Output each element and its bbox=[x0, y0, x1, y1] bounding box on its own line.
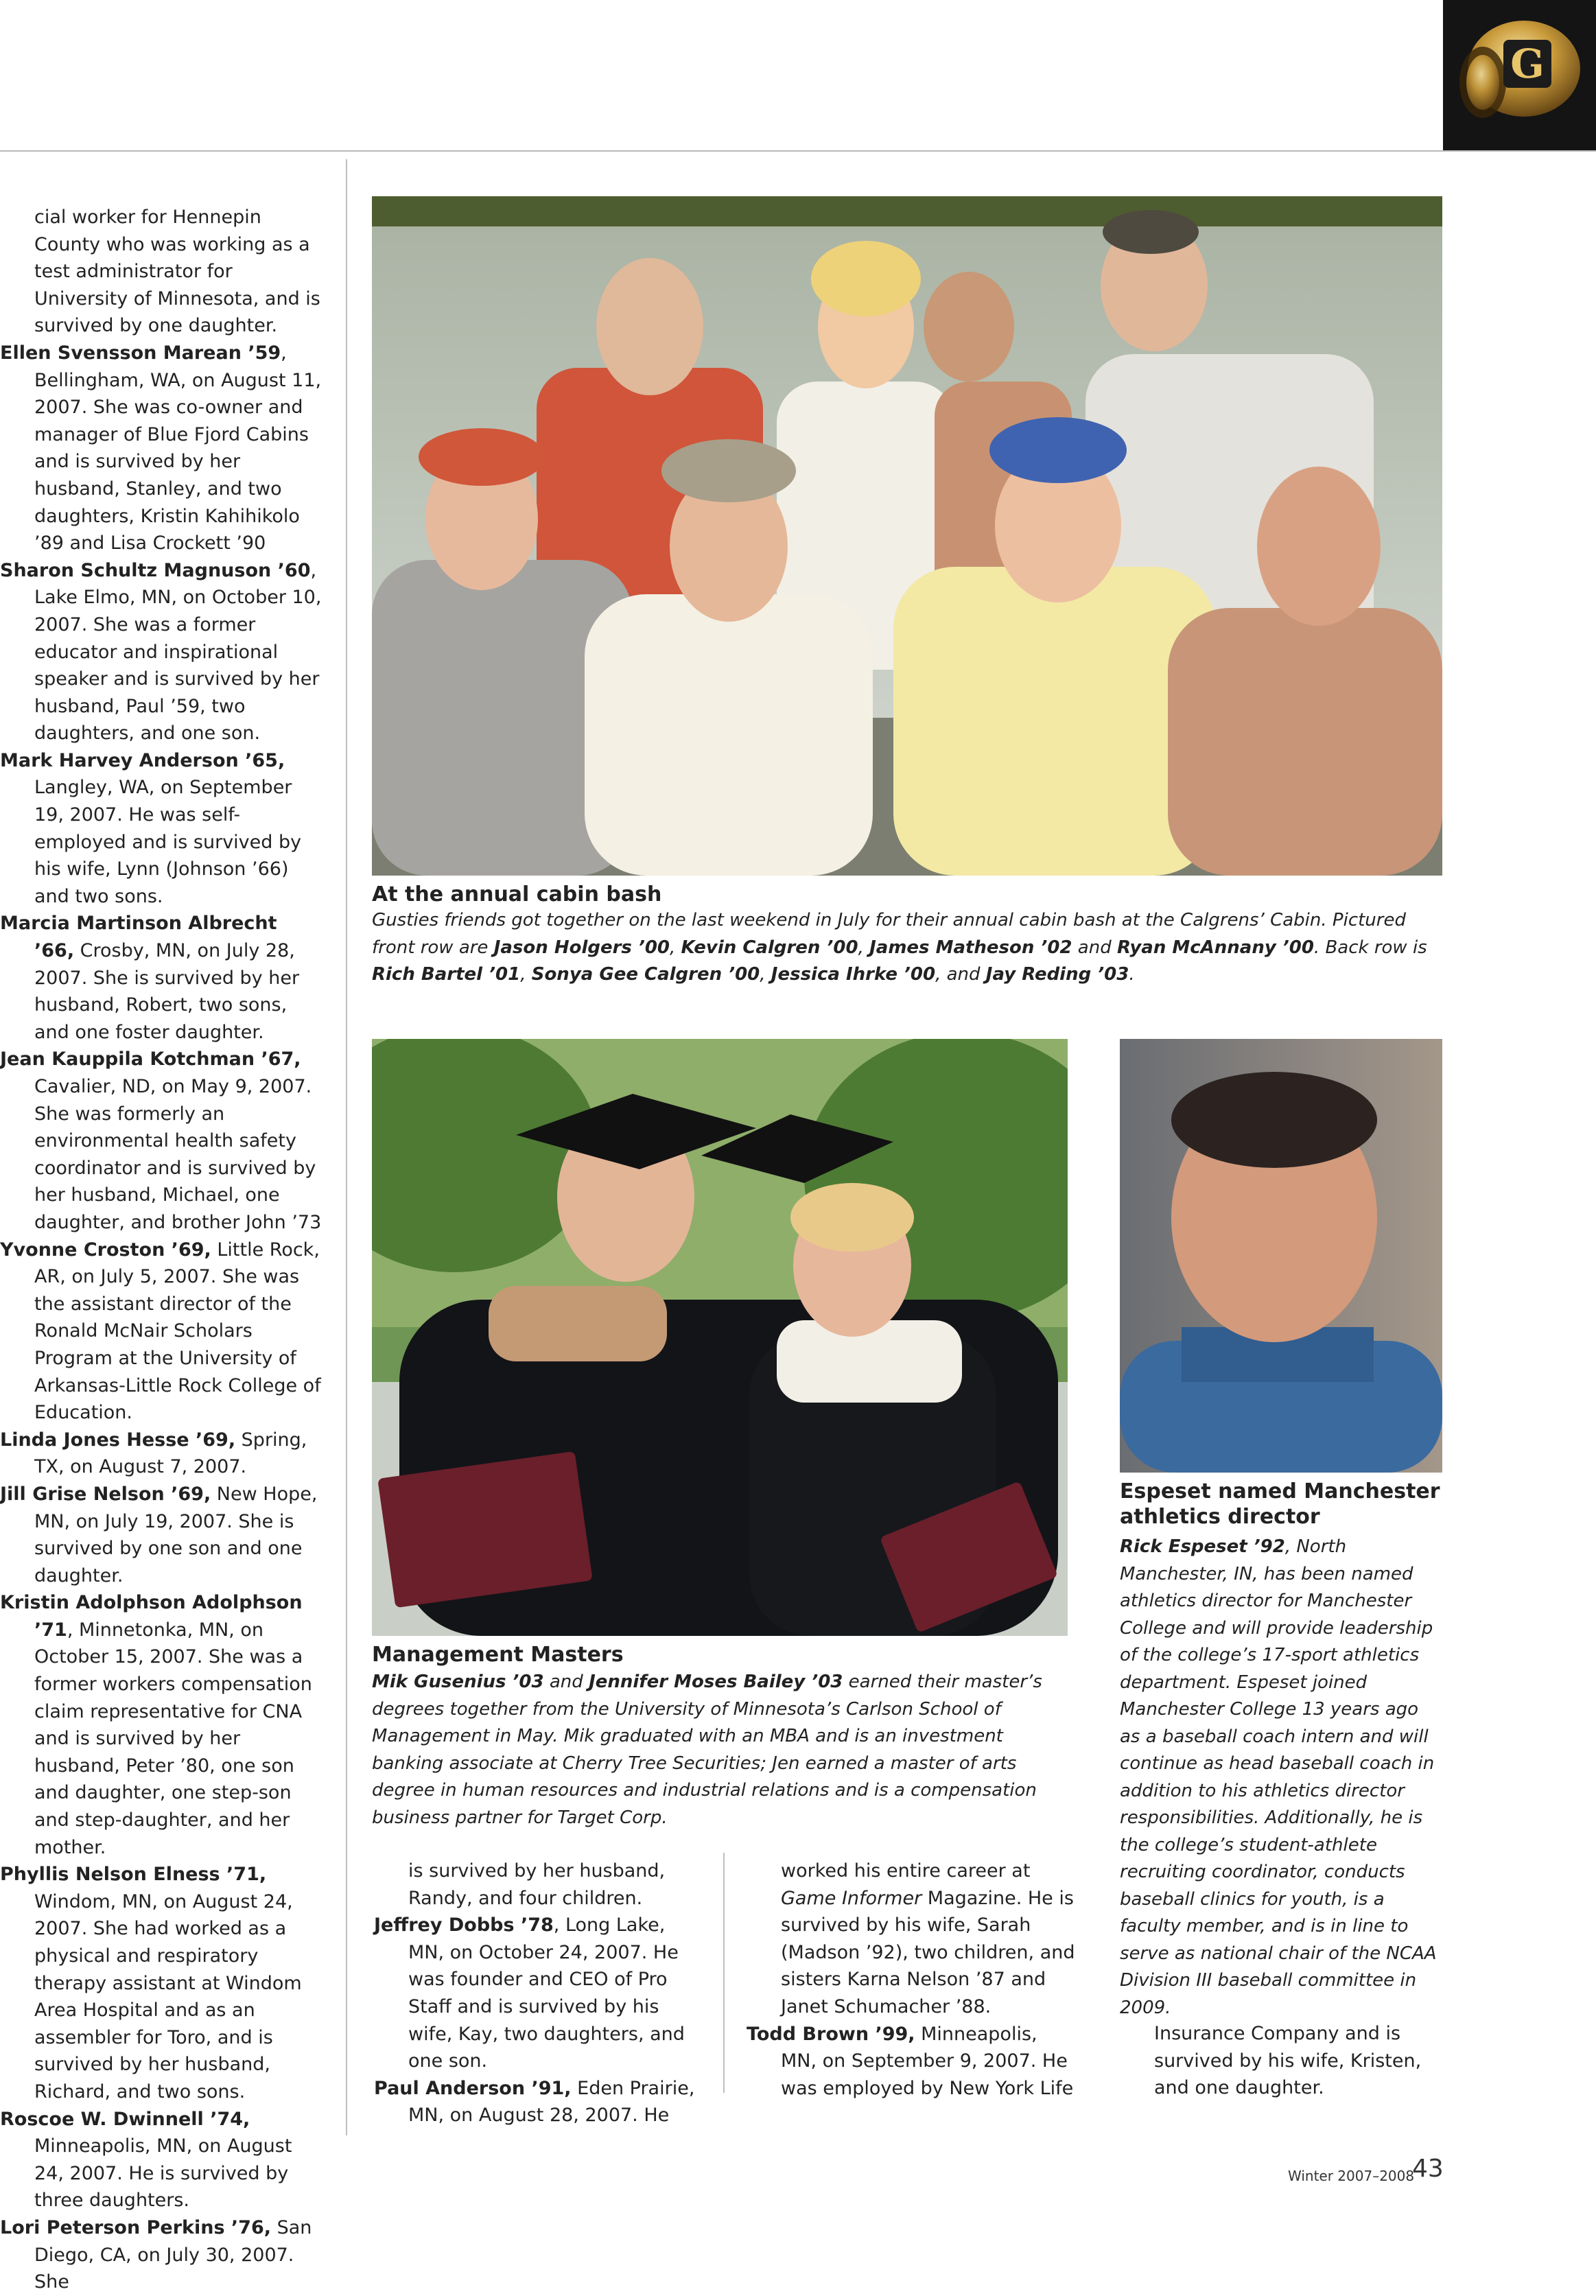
person-name: James Matheson ’02 bbox=[869, 937, 1072, 958]
issue-label: Winter 2007–2008 bbox=[1288, 2168, 1415, 2184]
obituary-column-bottom-1 bbox=[374, 1858, 703, 2129]
person-name: Rich Bartel ’01 bbox=[372, 964, 521, 985]
obituary-entry: Phyllis Nelson Elness ’71, Windom, MN, on August 24, 2007. She had worked as a physical and respiratory therapy assistant at Windom Area Hospital and as an assembler for Toro, and is survived by her husband, Richard, and two sons. bbox=[0, 1864, 302, 2102]
cabin-bash-photo bbox=[372, 196, 1442, 876]
person-name: Jason Holgers ’00 bbox=[493, 937, 670, 958]
obituary-entry: Marcia Martinson Albrecht ’66, Crosby, MN, on July 28, 2007. She is survived by her husband, Robert, two sons, and one foster daughter. bbox=[0, 913, 300, 1043]
person-name: Jessica Ihrke ’00 bbox=[771, 964, 936, 985]
obituary-column-left bbox=[0, 204, 322, 2296]
column-divider bbox=[346, 159, 347, 2135]
graduation-photo bbox=[372, 1039, 1068, 1636]
obituary-entry: Jean Kauppila Kotchman ’67, Cavalier, ND, on May 9, 2007. She was formerly an environmental health safety coordinator and is survived by her husband, Michael, one daughter, and brother John ’73 bbox=[0, 1049, 322, 1233]
espeset-caption-title: Espeset named Manchester athletics director bbox=[1120, 1479, 1440, 1529]
obituary-entry: Jeffrey Dobbs ’78, Long Lake, MN, on October 24, 2007. He was founder and CEO of Pro Staff and is survived by his wife, Kay, two daughters, and one son. bbox=[374, 1914, 685, 2072]
obituary-name: Lori Peterson Perkins ’76, bbox=[0, 2216, 272, 2238]
person-name: Jay Reding ’03 bbox=[985, 964, 1129, 985]
obituary-name: Paul Anderson ’91, bbox=[374, 2077, 572, 2099]
espeset-caption: Rick Espeset ’92, North Manchester, IN, has been named athletics director for Manchester College and will provide leadership of the college’s 17-sport athletics department. Espeset joined Manchester College 13 years ago as a baseball coach intern and will continue as head baseball coach in addition to his athletics director responsibilities. Additionally, he is the college’s student-athlete recruiting coordinator, conducts baseball clinics for youth, is a faculty member, and is in line to serve as national chair of the NCAA Division III baseball committee in 2009. bbox=[1120, 1536, 1437, 2018]
obituary-name: Ellen Svensson Marean ’59 bbox=[0, 342, 281, 364]
obituary-name: Mark Harvey Anderson ’65, bbox=[0, 749, 285, 771]
obituary-entry: cial worker for Hennepin County who was working as a test administrator for University of Minnesota, and is survived by one daughter. bbox=[34, 207, 320, 337]
obituary-name: Todd Brown ’99, bbox=[747, 2023, 915, 2045]
person-name: Rick Espeset ’92 bbox=[1120, 1536, 1285, 1557]
obituary-entry: Todd Brown ’99, Minneapolis, MN, on September 9, 2007. He was employed by New York Life bbox=[747, 2023, 1074, 2099]
obituary-entry: is survived by her husband, Randy, and four children. bbox=[408, 1860, 666, 1909]
obituary-entry: Kristin Adolphson Adolphson ’71, Minnetonka, MN, on October 15, 2007. She was a former workers compensation claim representative for CNA and is survived by her husband, Peter ’80, one son and daughter, one step-son and step-daughter, and her mother. bbox=[0, 1592, 312, 1858]
masters-caption-title: Management Masters bbox=[372, 1643, 624, 1667]
obituary-name: Linda Jones Hesse ’69, bbox=[0, 1429, 236, 1451]
espeset-portrait-photo bbox=[1120, 1039, 1442, 1473]
obituary-name: Jill Grise Nelson ’69, bbox=[0, 1483, 211, 1505]
class-ring-photo bbox=[1443, 0, 1596, 150]
obituary-entry: worked his entire career at Game Informer Magazine. He is survived by his wife, Sarah (Madson ’92), two children, and sisters Karna Nelson ’87 and Janet Schumacher ’88. bbox=[781, 1860, 1075, 2017]
header-rule bbox=[0, 150, 1596, 152]
obituary-entry: Insurance Company and is survived by his wife, Kristen, and one daughter. bbox=[1154, 2023, 1422, 2099]
person-name: Sonya Gee Calgren ’00 bbox=[531, 964, 760, 985]
obituary-entry: Paul Anderson ’91, Eden Prairie, MN, on August 28, 2007. He bbox=[374, 2077, 695, 2127]
person-name: Jennifer Moses Bailey ’03 bbox=[589, 1672, 843, 1692]
ring-letter: G bbox=[1510, 40, 1545, 87]
obituary-name: Sharon Schultz Magnuson ’60 bbox=[0, 559, 311, 581]
person-name: Ryan McAnnany ’00 bbox=[1116, 937, 1314, 958]
cabin-caption-title: At the annual cabin bash bbox=[372, 882, 662, 906]
obituary-entry: Lori Peterson Perkins ’76, San Diego, CA, on July 30, 2007. She bbox=[0, 2216, 312, 2293]
obituary-name: Jean Kauppila Kotchman ’67, bbox=[0, 1049, 301, 1070]
obituary-entry: Mark Harvey Anderson ’65, Langley, WA, on September 19, 2007. He was self-employed and is survived by his wife, Lynn (Johnson ’66) and two sons. bbox=[0, 749, 302, 907]
column-divider bbox=[723, 1853, 725, 2093]
page-number: 43 bbox=[1412, 2155, 1444, 2183]
obituary-entry: Roscoe W. Dwinnell ’74, Minneapolis, MN, on August 24, 2007. He is survived by three daughters. bbox=[0, 2108, 292, 2212]
obituary-entry: Ellen Svensson Marean ’59, Bellingham, WA, on August 11, 2007. She was co-owner and manager of Blue Fjord Cabins and is survived by her husband, Stanley, and two daughters, Kristin Kahihikolo ’89 and Lisa Crockett ’90 bbox=[0, 342, 322, 554]
person-name: Mik Gusenius ’03 bbox=[372, 1672, 544, 1692]
obituary-column-bottom-3 bbox=[1120, 2020, 1442, 2102]
obituary-entry: Sharon Schultz Magnuson ’60, Lake Elmo, MN, on October 10, 2007. She was a former educator and inspirational speaker and is survived by her husband, Paul ’59, two daughters, and one son. bbox=[0, 559, 322, 745]
obituary-name: Yvonne Croston ’69, bbox=[0, 1239, 211, 1261]
obituary-name: Marcia Martinson Albrecht ’66, bbox=[0, 913, 277, 962]
obituary-column-bottom-2 bbox=[747, 1858, 1076, 2102]
obituary-entry: Yvonne Croston ’69, Little Rock, AR, on July 5, 2007. She was the assistant director of the Ronald McNair Scholars Program at the University of Arkansas-Little Rock College of Education. bbox=[0, 1239, 321, 1424]
cabin-caption: Gusties friends got together on the last weekend in July for their annual cabin bash at the Calgrens’ Cabin. Pictured front row are Jason Holgers ’00, Kevin Calgren ’00, James Matheson ’02 and Ryan McAnnany ’00. Back row is Rich Bartel ’01, Sonya Gee Calgren ’00, Jessica Ihrke ’00, and Jay Reding ’03. bbox=[372, 910, 1427, 985]
masters-caption: Mik Gusenius ’03 and Jennifer Moses Bailey ’03 earned their master’s degrees together from the University of Minnesota’s Carlson School of Management in May. Mik graduated with an MBA and is an investment banking associate at Cherry Tree Securities; Jen earned a master of arts degree in human resources and industrial relations and is a compensation business partner for Target Corp. bbox=[372, 1672, 1042, 1828]
obituary-entry: Jill Grise Nelson ’69, New Hope, MN, on July 19, 2007. She is survived by one son and one daughter. bbox=[0, 1483, 318, 1586]
obituary-name: Kristin Adolphson Adolphson ’71 bbox=[0, 1592, 303, 1641]
obituary-name: Phyllis Nelson Elness ’71, bbox=[0, 1864, 267, 1886]
obituary-name: Jeffrey Dobbs ’78 bbox=[374, 1914, 554, 1936]
person-name: Kevin Calgren ’00 bbox=[681, 937, 858, 958]
obituary-name: Roscoe W. Dwinnell ’74, bbox=[0, 2108, 250, 2130]
obituary-entry: Linda Jones Hesse ’69, Spring, TX, on August 7, 2007. bbox=[0, 1429, 307, 1478]
